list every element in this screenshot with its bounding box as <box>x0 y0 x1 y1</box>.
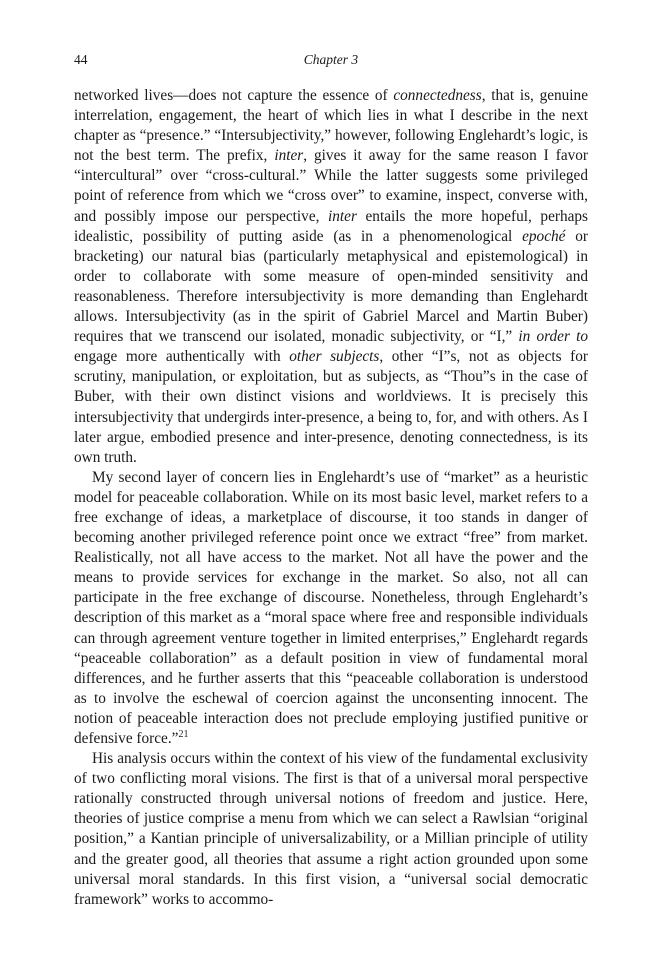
text-run: entails the more hopeful, perhaps idealistic, possibility of putting aside (as in a phenomenological <box>74 207 588 245</box>
italic-text: inter <box>274 147 304 165</box>
paragraph-1 <box>74 86 588 468</box>
italic-text: inter <box>328 207 357 225</box>
text-run: engage more authentically with <box>74 348 290 366</box>
book-page <box>74 52 588 910</box>
text-run: or bracketing) our natural bias (particularly metaphysical and epistemological) in order to collaborate with some measure of open-minded sensitivity and reasonableness. Therefore intersubjectivity is more demanding than Englehardt allows. Intersubjectivity (as in the spirit of Gabriel Marcel and Martin Buber) requires that we transcend our isolated, monadic subjectivity, or “I,” <box>74 227 588 346</box>
text-run: networked lives—does not capture the essence of <box>74 87 394 104</box>
italic-text: other subjects <box>289 348 380 366</box>
footnote-marker: 21 <box>178 728 189 740</box>
text-run: , other “I”s, not as objects for scrutiny, manipulation, or exploitation, but as subjects, as “Thou”s in the case of Buber, with their own distinct visions and worldviews. It is precisely this intersubjectivity that undergirds inter-presence, a being to, for, and with others. As I later argue, embodied presence and inter-presence, denoting connectedness, is its own truth. <box>74 348 588 466</box>
paragraph-2 <box>74 468 588 749</box>
text-run: , gives it away for the same reason I favor “intercultural” over “cross-cultural.” While the latter suggests some privileged point of reference from which we “cross over” to examine, inspect, converse with, and possibly impose our perspective, <box>74 147 589 225</box>
text-run: , that is, genuine interrelation, engagement, the heart of which lies in what I describe in the next chapter as “presence.” “Intersubjectivity,” however, following Englehardt’s logic, is not the best term. The prefix, <box>74 87 588 165</box>
page-number: 44 <box>74 52 88 67</box>
italic-text: connectedness <box>393 87 482 104</box>
text-run: My second layer of concern lies in Englehardt’s use of “market” as a heuristic model for peaceable collaboration. While on its most basic level, market refers to a free exchange of ideas, a marketplace of discourse, it too stands in danger of becoming another privileged reference point once we extract “free” from market. Realistically, not all have access to the market. Not all have the power and the means to provide services for exchange in the market. So also, not all can participate in the free exchange of discourse. Nonetheless, through Englehardt’s description of this market as a “moral space where free and responsible individuals can through agreement venture together in limited enterprises,” Englehardt regards “peaceable collaboration” as a default position in view of fundamental moral differences, and he further asserts that this “peaceable collaboration is understood as to involve the eschewal of coercion against the unconsenting innocent. The notion of peaceable interaction does not preclude employing justified punitive or defensive force.” <box>74 468 588 747</box>
text-run: His analysis occurs within the context of his view of the fundamental exclusivity of two conflicting moral visions. The first is that of a universal moral perspective rationally constructed through universal notions of freedom and justice. Here, theories of justice comprise a menu from which we can select a Rawlsian “original position,” a Kantian principle of universalizability, or a Millian principle of utility and the greater good, all theories that assume a right action grounded upon some universal moral standards. In this first vision, a “universal social democratic framework” works to accommo- <box>74 750 588 908</box>
chapter-title: Chapter 3 <box>303 52 359 67</box>
italic-text: in order to <box>518 328 588 346</box>
running-head <box>74 52 588 74</box>
body-text <box>74 86 588 910</box>
paragraph-3 <box>74 749 588 910</box>
italic-text: epoché <box>522 227 566 245</box>
